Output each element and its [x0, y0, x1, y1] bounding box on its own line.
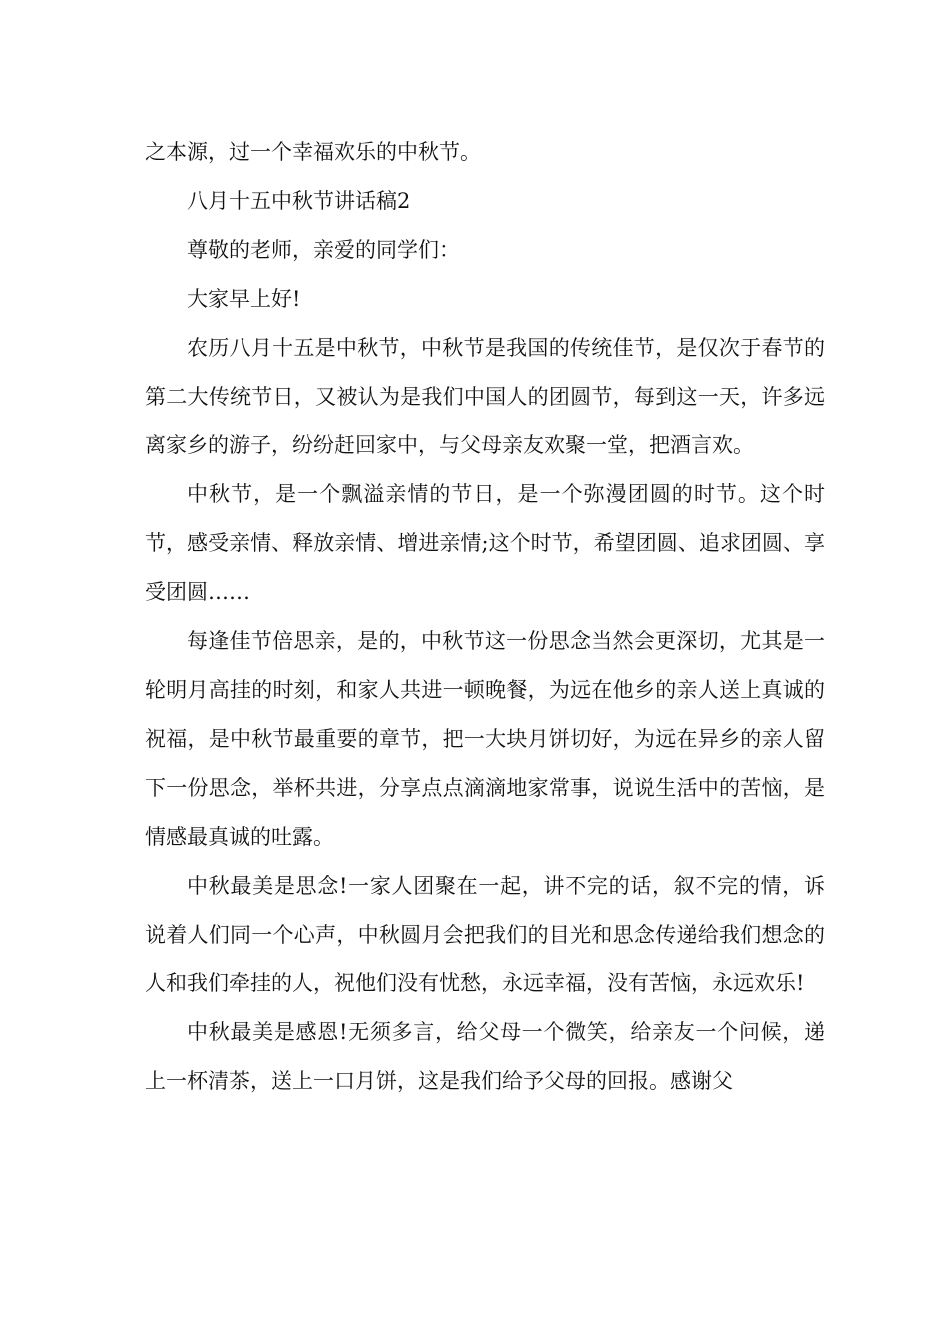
salutation: 尊敬的老师，亲爱的同学们： [187, 237, 460, 262]
section-heading: 八月十五中秋节讲话稿2 [187, 188, 411, 213]
paragraph: 农历八月十五是中秋节，中秋节是我国的传统佳节，是仅次于春节的第二大传统节日，又被认为是我们中国人的团圆节，每到这一天，许多远离家乡的游子，纷纷赶回家中，与父母亲友欢聚一堂，把酒言欢。 [145, 335, 825, 458]
document-body [145, 128, 825, 1106]
paragraph: 中秋最美是思念!一家人团聚在一起，讲不完的话，叙不完的情，诉说着人们同一个心声，中秋圆月会把我们的目光和思念传递给我们想念的人和我们牵挂的人，祝他们没有忧愁，永远幸福，没有苦恼，永远欢乐! [145, 873, 825, 996]
paragraph-continuation: 之本源，过一个幸福欢乐的中秋节。 [145, 140, 481, 164]
paragraph: 中秋节，是一个飘溢亲情的节日，是一个弥漫团圆的时节。这个时节，感受亲情、释放亲情、增进亲情;这个时节，希望团圆、追求团圆、享受团圆…… [145, 482, 825, 605]
greeting: 大家早上好! [187, 286, 301, 311]
paragraph: 中秋最美是感恩!无须多言，给父母一个微笑，给亲友一个问候，递上一杯清茶，送上一口月饼，这是我们给予父母的回报。感谢父 [145, 1020, 825, 1094]
paragraph: 每逢佳节倍思亲，是的，中秋节这一份思念当然会更深切，尤其是一轮明月高挂的时刻，和家人共进一顿晚餐，为远在他乡的亲人送上真诚的祝福，是中秋节最重要的章节，把一大块月饼切好，为远在异乡的亲人留下一份思念，举杯共进，分享点点滴滴地家常事，说说生活中的苦恼，是情感最真诚的吐露。 [145, 629, 825, 849]
